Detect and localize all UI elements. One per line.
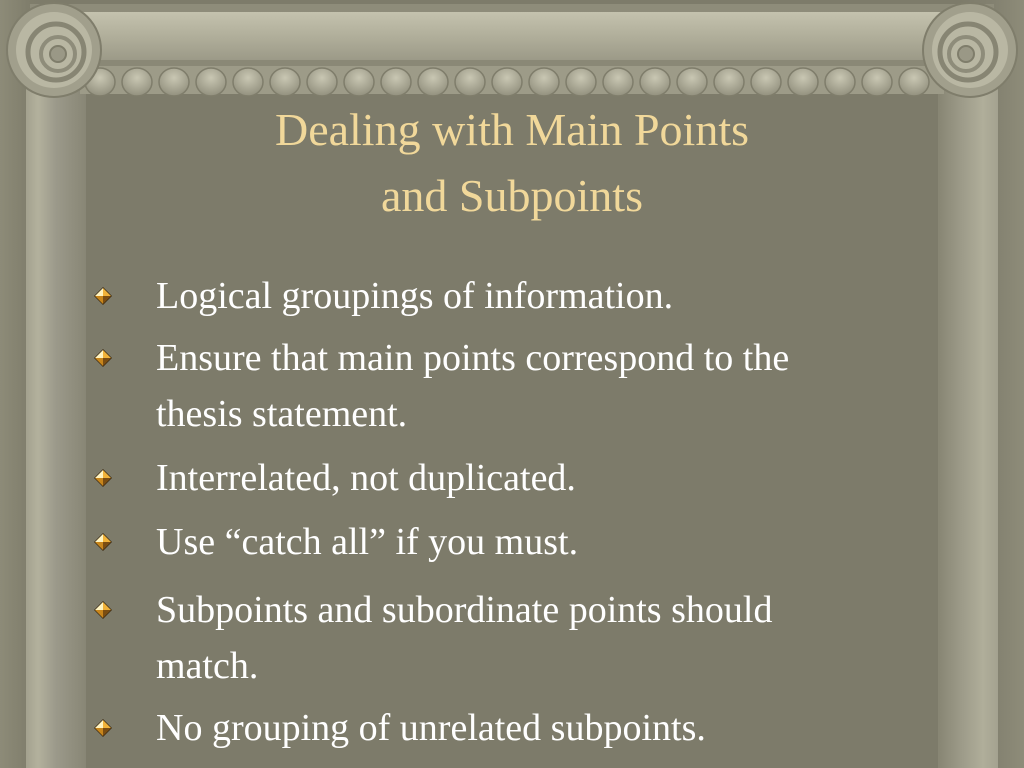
bullet-text-line: Interrelated, not duplicated.	[156, 457, 576, 499]
diamond-bullet-icon	[92, 717, 114, 739]
bullet-text-line: Subpoints and subordinate points should	[156, 589, 773, 631]
bullet-text-line: Ensure that main points correspond to the	[156, 337, 790, 379]
diamond-bullet-icon	[92, 467, 114, 489]
bullet-text-line: thesis statement.	[156, 393, 408, 435]
diamond-bullet-icon	[92, 285, 114, 307]
diamond-bullet-icon	[92, 599, 114, 621]
slide-title-line-2: and Subpoints	[381, 170, 643, 221]
diamond-bullet-icon	[92, 347, 114, 369]
bullet-text-line: No grouping of unrelated subpoints.	[156, 707, 706, 749]
diamond-bullet-icon	[92, 531, 114, 553]
slide-title-line-1: Dealing with Main Points	[274, 104, 750, 155]
bullet-text-line: match.	[156, 645, 259, 687]
bullet-text-line: Logical groupings of information.	[156, 275, 674, 317]
bullet-text-line: Use “catch all” if you must.	[156, 521, 579, 563]
